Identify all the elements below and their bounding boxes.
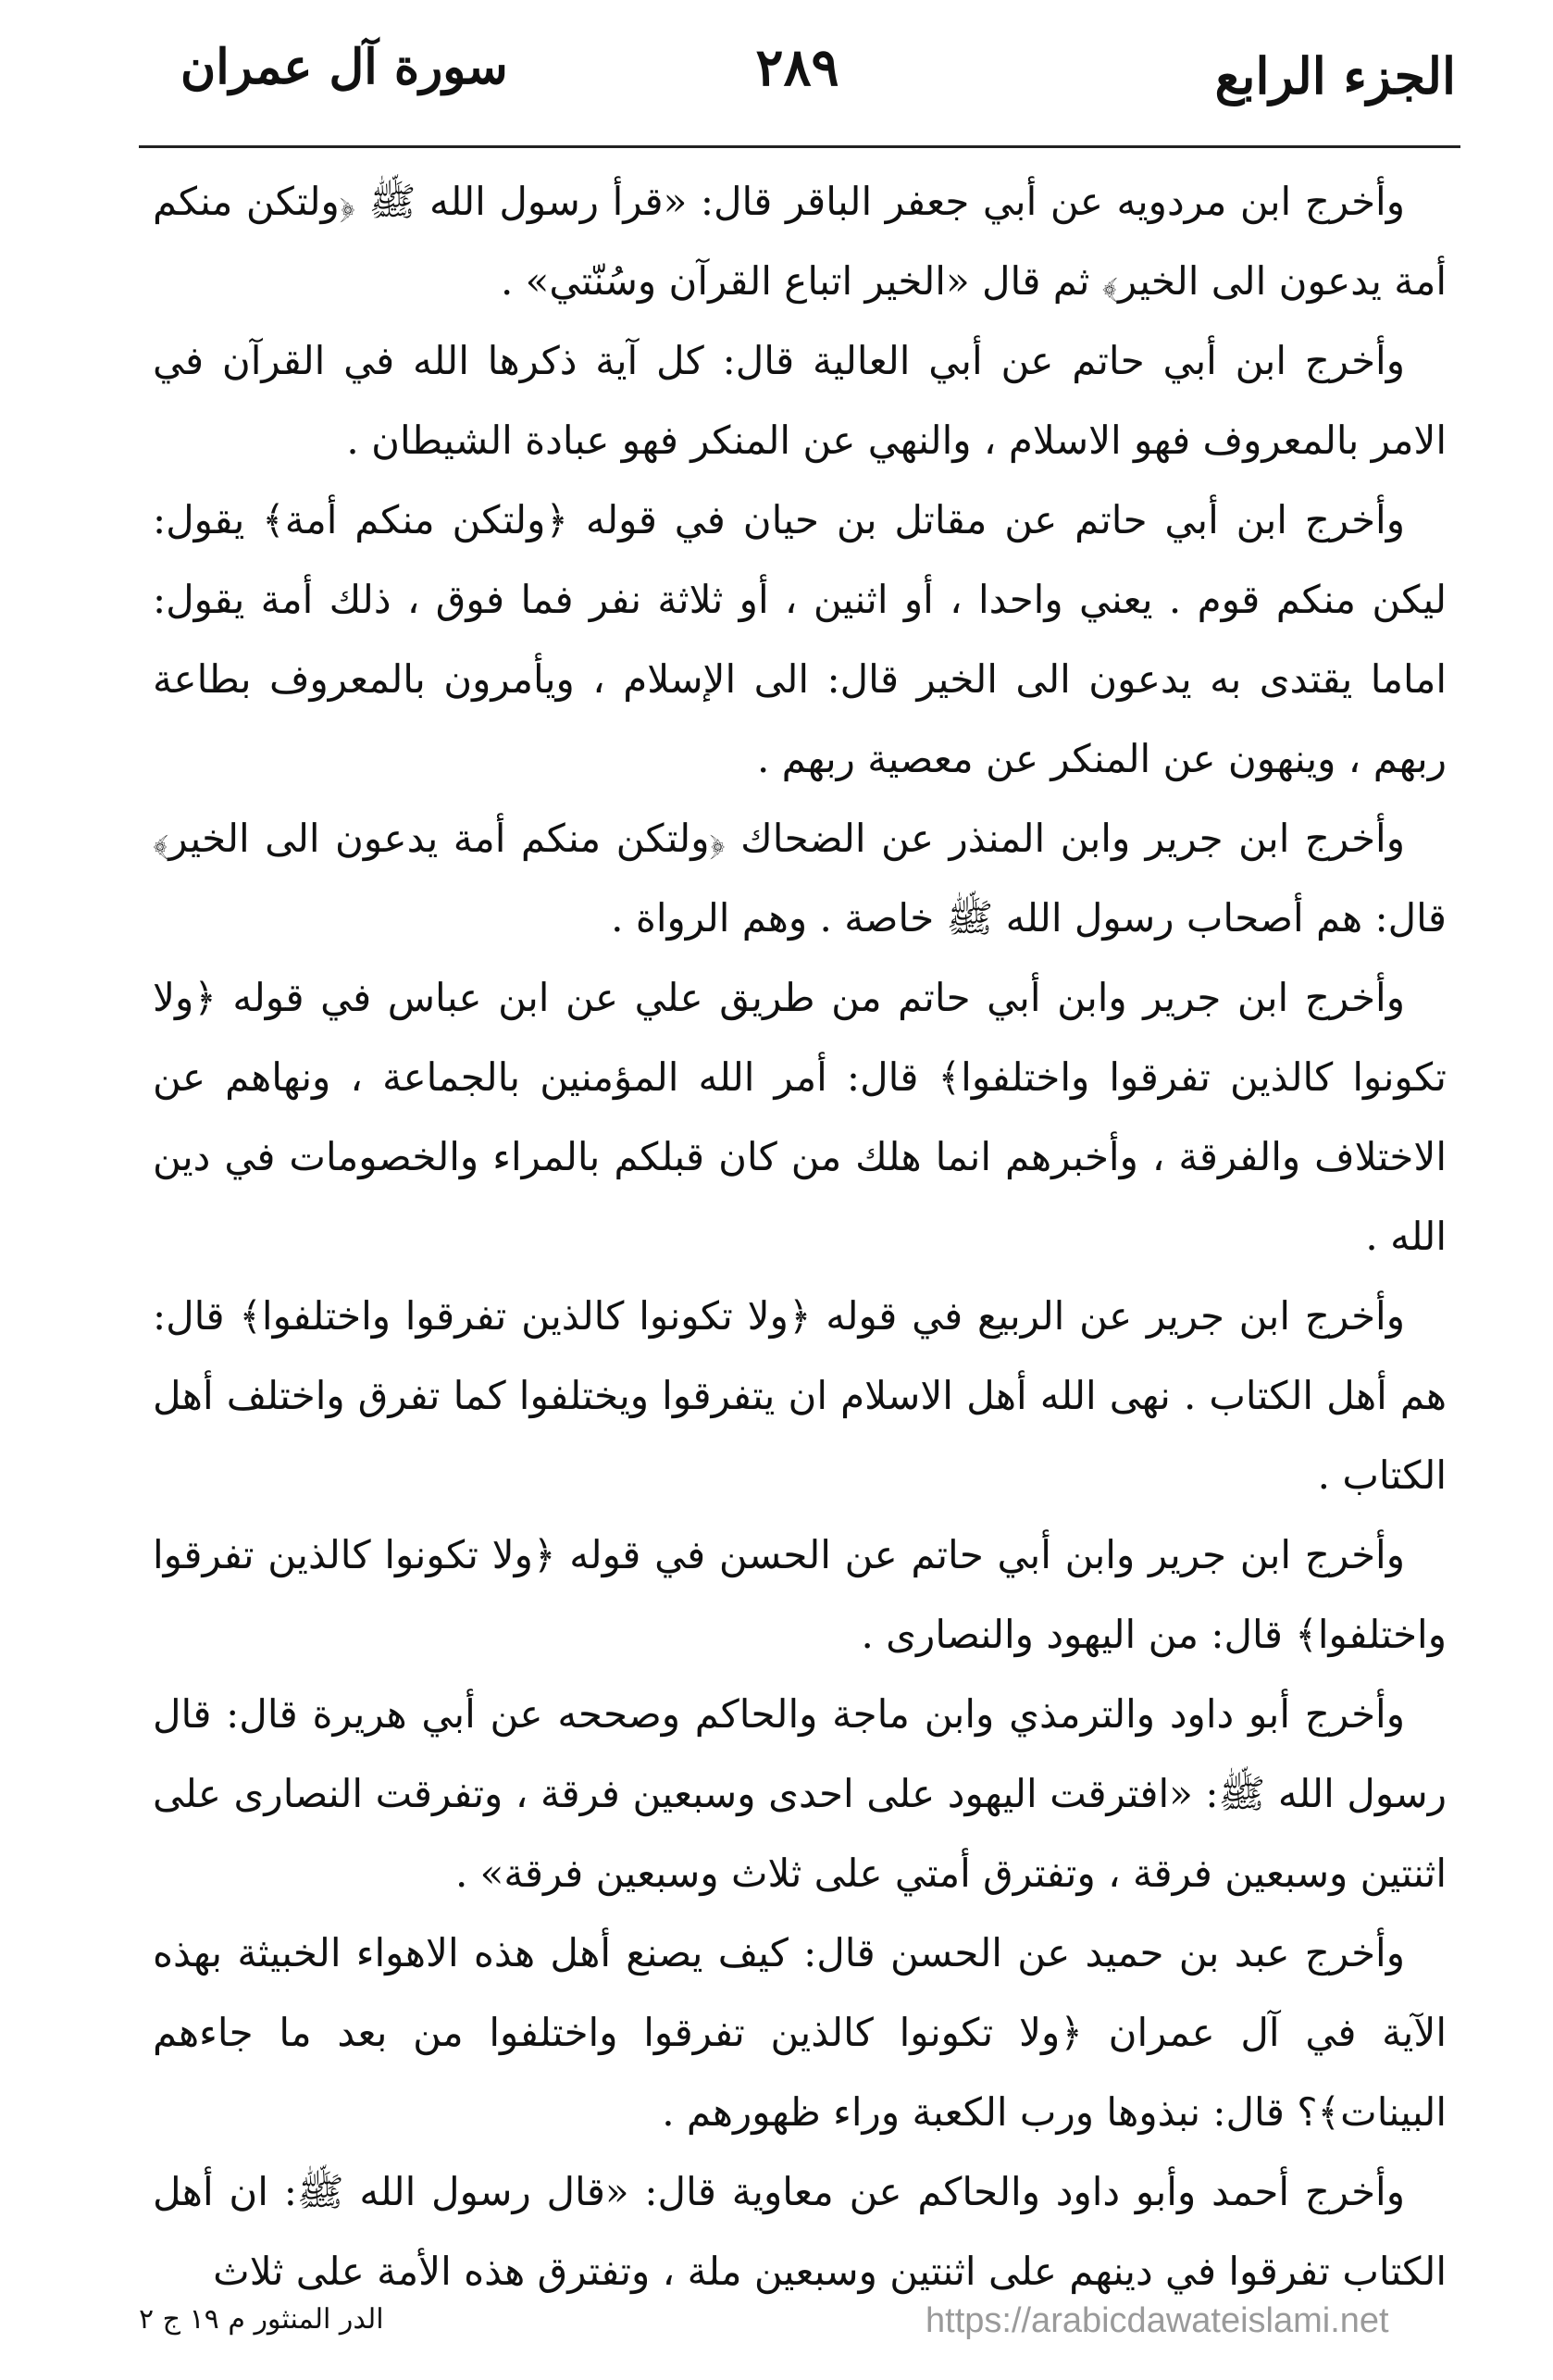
paragraph: وأخرج ابن مردويه عن أبي جعفر الباقر قال: «قرأ رسول الله ﷺ ﴿ولتكن منكم أمة يدعون الى الخير﴾ ثم قال «الخير اتباع القرآن وسُنّتي» . (153, 179, 1447, 304)
paragraph: وأخرج ابن جرير وابن أبي حاتم من طريق علي عن ابن عباس في قوله ﴿ولا تكونوا كالذين تفرقوا واختلفوا﴾ قال: أمر الله المؤمنين بالجماعة ، ونهاهم عن الاختلاف والفرقة ، وأخبرهم انما هلك من كان قبلكم بالمراء والخصومات في دين الله . (153, 975, 1447, 1259)
body-text (153, 162, 1447, 2311)
watermark-url: https://arabicdawateislami.net (926, 2301, 1389, 2340)
running-header (139, 28, 1456, 130)
surah-title: سورة آل عمران (180, 39, 508, 95)
page-number: ٢٨٩ (755, 37, 839, 98)
paragraph: وأخرج ابن أبي حاتم عن مقاتل بن حيان في قوله ﴿ولتكن منكم أمة﴾ يقول: ليكن منكم قوم . يعني واحدا ، أو اثنين ، أو ثلاثة نفر فما فوق ، ذلك أمة يقول: اماما يقتدى به يدعون الى الخير قال: الى الإسلام ، ويأمرون بالمعروف بطاعة ربهم ، وينهون عن المنكر عن معصية ربهم . (153, 497, 1447, 781)
juz-title: الجزء الرابع (1214, 46, 1456, 106)
paragraph: وأخرج أحمد وأبو داود والحاكم عن معاوية قال: «قال رسول الله ﷺ: ان أهل الكتاب تفرقوا في دينهم على اثنتين وسبعين ملة ، وتفترق هذه الأمة على ثلاث (153, 2169, 1447, 2294)
paragraph: وأخرج عبد بن حميد عن الحسن قال: كيف يصنع أهل هذه الاهواء الخبيثة بهذه الآية في آل عمران ﴿ولا تكونوا كالذين تفرقوا واختلفوا من بعد ما جاءهم البينات﴾؟ قال: نبذوها ورب الكعبة وراء ظهورهم . (153, 1930, 1447, 2135)
paragraph: وأخرج ابن أبي حاتم عن أبي العالية قال: كل آية ذكرها الله في القرآن في الامر بالمعروف فهو الاسلام ، والنهي عن المنكر فهو عبادة الشيطان . (153, 338, 1447, 463)
paragraph: وأخرج ابن جرير وابن المنذر عن الضحاك ﴿ولتكن منكم أمة يدعون الى الخير﴾ قال: هم أصحاب رسول الله ﷺ خاصة . وهم الرواة . (153, 816, 1447, 941)
header-divider (139, 145, 1460, 148)
page-footer (0, 2296, 1553, 2351)
paragraph: وأخرج ابن جرير وابن أبي حاتم عن الحسن في قوله ﴿ولا تكونوا كالذين تفرقوا واختلفوا﴾ قال: من اليهود والنصارى . (153, 1532, 1447, 1657)
volume-reference: الدر المنثور م ١٩ ج ٢ (139, 2303, 384, 2336)
paragraph: وأخرج أبو داود والترمذي وابن ماجة والحاكم وصححه عن أبي هريرة قال: قال رسول الله ﷺ: «افترقت اليهود على احدى وسبعين فرقة ، وتفرقت النصارى على اثنتين وسبعين فرقة ، وتفترق أمتي على ثلاث وسبعين فرقة» . (153, 1691, 1447, 1896)
paragraph: وأخرج ابن جرير عن الربيع في قوله ﴿ولا تكونوا كالذين تفرقوا واختلفوا﴾ قال: هم أهل الكتاب . نهى الله أهل الاسلام ان يتفرقوا ويختلفوا كما تفرق واختلف أهل الكتاب . (153, 1293, 1447, 1498)
